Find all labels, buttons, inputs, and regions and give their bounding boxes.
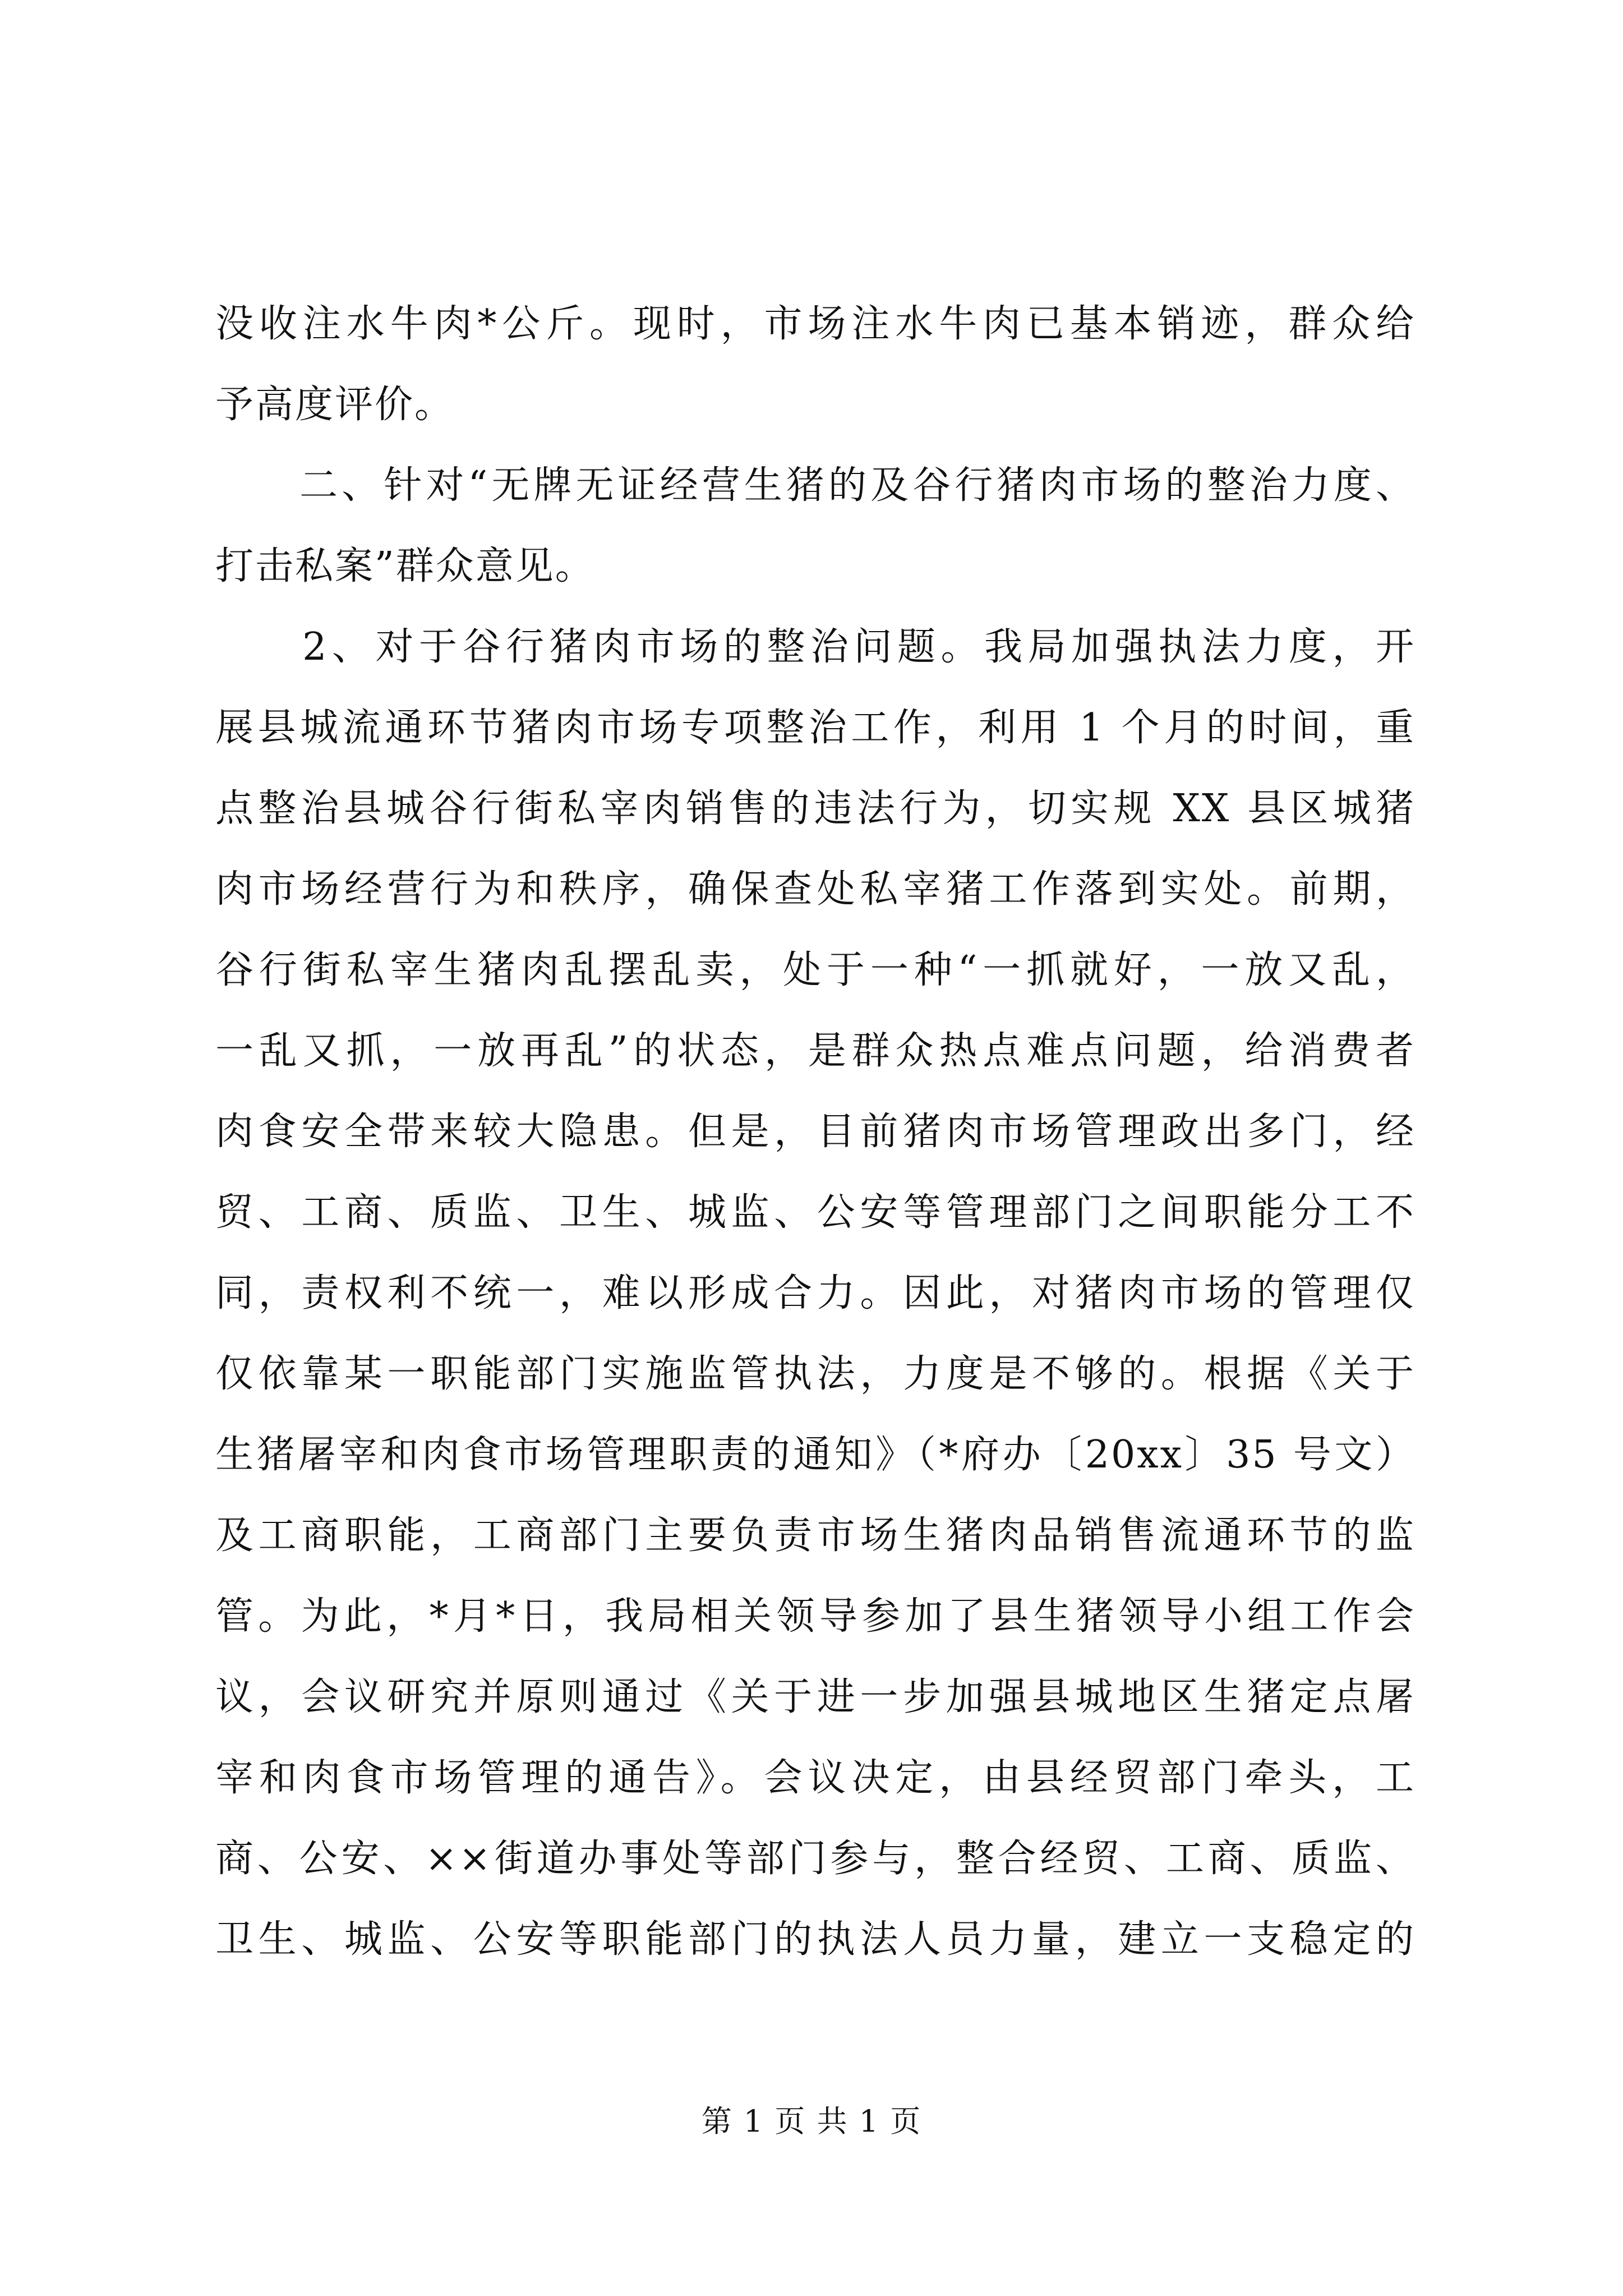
text-line: 2、对于谷行猪肉市场的整治问题。我局加强执法力度，开 bbox=[215, 625, 1415, 669]
text-line: 肉食安全带来较大隐患。但是，目前猪肉市场管理政出多门，经 bbox=[215, 1110, 1415, 1154]
text-line: 二、针对“无牌无证经营生猪的及谷行猪肉市场的整治力度、 bbox=[215, 463, 1415, 508]
text-line: 宰和肉食市场管理的通告》。会议决定，由县经贸部门牵头，工 bbox=[215, 1756, 1415, 1800]
text-line: 谷行街私宰生猪肉乱摆乱卖，处于一种“一抓就好，一放又乱， bbox=[215, 948, 1415, 992]
text-line: 一乱又抓，一放再乱”的状态，是群众热点难点问题，给消费者 bbox=[215, 1029, 1415, 1073]
text-line: 生猪屠宰和肉食市场管理职责的通知》（*府办〔20xx〕35 号文） bbox=[215, 1433, 1415, 1477]
text-line: 仅依靠某一职能部门实施监管执法，力度是不够的。根据《关于 bbox=[215, 1352, 1415, 1396]
text-line: 肉市场经营行为和秩序，确保查处私宰猪工作落到实处。前期， bbox=[215, 867, 1415, 912]
text-line: 同，责权利不统一，难以形成合力。因此，对猪肉市场的管理仅 bbox=[215, 1271, 1415, 1315]
text-line: 点整治县城谷行街私宰肉销售的违法行为，切实规 XX 县区城猪 bbox=[215, 786, 1415, 831]
page-number-footer: 第 1 页 共 1 页 bbox=[701, 2104, 922, 2139]
text-line: 议，会议研究并原则通过《关于进一步加强县城地区生猪定点屠 bbox=[215, 1675, 1415, 1719]
text-line: 没收注水牛肉*公斤。现时，市场注水牛肉已基本销迹，群众给 bbox=[215, 302, 1415, 346]
text-line: 商、公安、××街道办事处等部门参与，整合经贸、工商、质监、 bbox=[215, 1837, 1415, 1881]
text-line: 及工商职能，工商部门主要负责市场生猪肉品销售流通环节的监 bbox=[215, 1513, 1415, 1558]
text-line: 卫生、城监、公安等职能部门的执法人员力量，建立一支稳定的 bbox=[215, 1917, 1415, 1962]
text-line: 予高度评价。 bbox=[215, 383, 455, 427]
text-line: 打击私案”群众意见。 bbox=[215, 544, 595, 588]
text-line: 展县城流通环节猪肉市场专项整治工作，利用 1 个月的时间，重 bbox=[215, 706, 1415, 750]
document-body bbox=[215, 284, 1415, 1980]
text-line: 管。为此，*月*日，我局相关领导参加了县生猪领导小组工作会 bbox=[215, 1594, 1415, 1639]
text-line: 贸、工商、质监、卫生、城监、公安等管理部门之间职能分工不 bbox=[215, 1190, 1415, 1235]
